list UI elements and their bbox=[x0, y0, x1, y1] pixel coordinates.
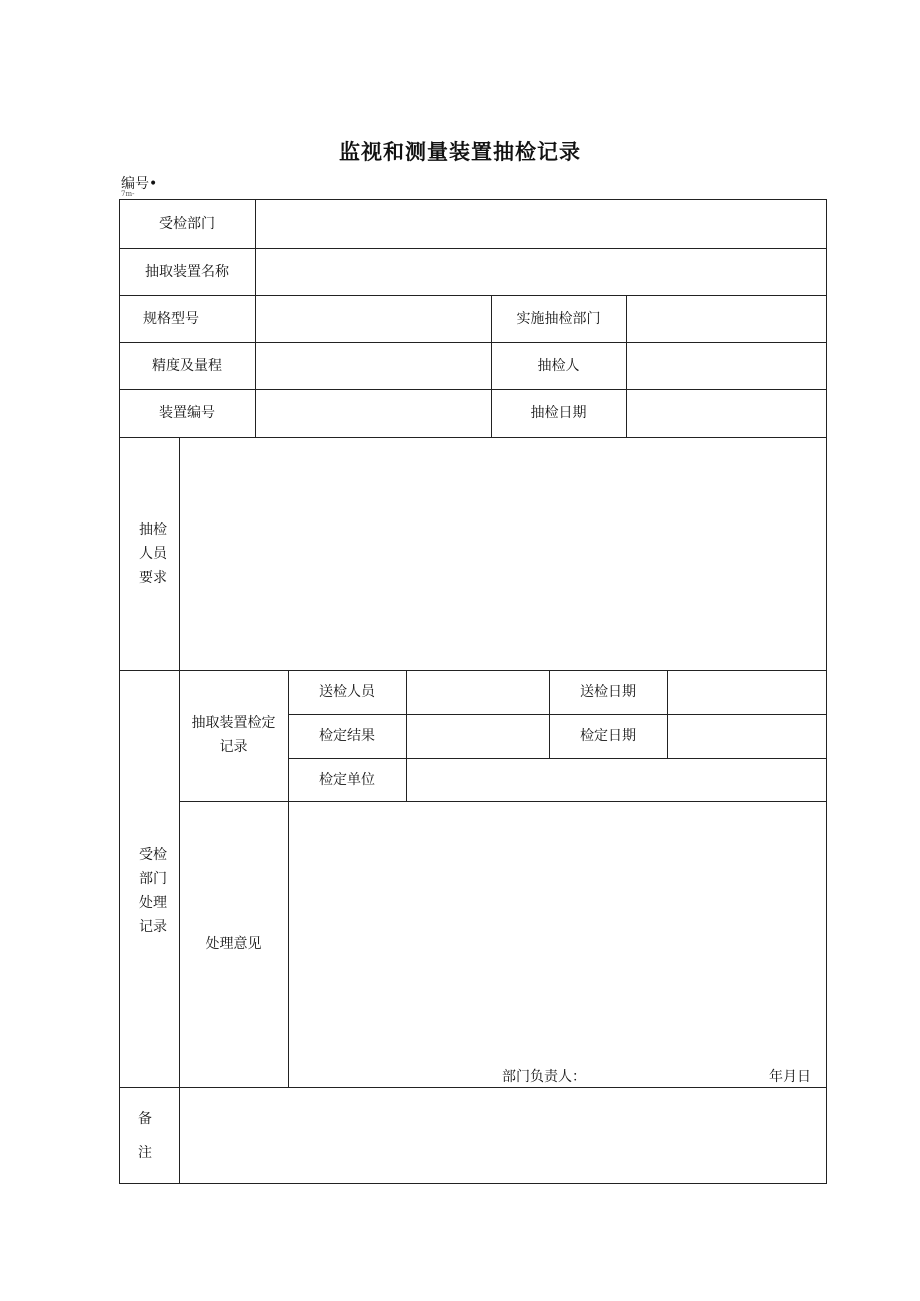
requirements-label: 抽检 人员 要求 bbox=[139, 521, 167, 586]
serial-number-label: 编号• bbox=[121, 176, 158, 192]
device-name-field[interactable] bbox=[256, 249, 826, 295]
page-title: 监视和测量装置抽检记录 bbox=[339, 140, 581, 164]
remarks-label-line2: 注 bbox=[138, 1145, 152, 1161]
result-label: 检定结果 bbox=[319, 728, 375, 744]
opinion-label: 处理意见 bbox=[205, 936, 262, 952]
device-name-label: 抽取装置名称 bbox=[145, 263, 229, 280]
precision-field[interactable] bbox=[256, 343, 491, 389]
calib-date-field[interactable] bbox=[668, 715, 826, 758]
send-date-field[interactable] bbox=[668, 671, 826, 714]
remarks-field[interactable] bbox=[180, 1088, 826, 1183]
device-no-field[interactable] bbox=[256, 390, 491, 437]
dept-field[interactable] bbox=[256, 200, 826, 247]
result-field[interactable] bbox=[407, 715, 549, 758]
remarks-label-line1: 备 bbox=[138, 1111, 152, 1127]
sender-field[interactable] bbox=[407, 671, 549, 714]
model-field[interactable] bbox=[256, 296, 491, 342]
precision-label: 精度及量程 bbox=[152, 357, 222, 374]
calib-unit-label: 检定单位 bbox=[319, 771, 375, 788]
inspector-field[interactable] bbox=[627, 343, 826, 389]
inspect-date-label: 抽检日期 bbox=[530, 405, 587, 421]
inspector-label: 抽检人 bbox=[537, 357, 580, 374]
calib-date-label: 检定日期 bbox=[580, 728, 636, 744]
sign-date-label: 年月日 bbox=[769, 1069, 811, 1085]
send-date-label: 送检日期 bbox=[580, 684, 636, 700]
exec-dept-field[interactable] bbox=[627, 296, 826, 342]
serial-number-subtext: 7m- bbox=[121, 190, 135, 198]
calib-unit-field[interactable] bbox=[407, 759, 826, 801]
inspect-date-field[interactable] bbox=[627, 390, 826, 437]
dept-label: 受检部门 bbox=[159, 215, 215, 232]
sender-label: 送检人员 bbox=[319, 684, 375, 700]
requirements-field[interactable] bbox=[180, 438, 826, 670]
model-label: 规格型号 bbox=[143, 310, 199, 327]
exec-dept-label: 实施抽检部门 bbox=[516, 310, 601, 327]
dept-head-label: 部门负责人： bbox=[502, 1069, 586, 1085]
calib-record-label: 抽取装置检定 记录 bbox=[191, 714, 276, 755]
handling-label: 受检 部门 处理 记录 bbox=[139, 846, 167, 935]
device-no-label: 装置编号 bbox=[159, 405, 215, 421]
opinion-field[interactable] bbox=[289, 802, 826, 1062]
